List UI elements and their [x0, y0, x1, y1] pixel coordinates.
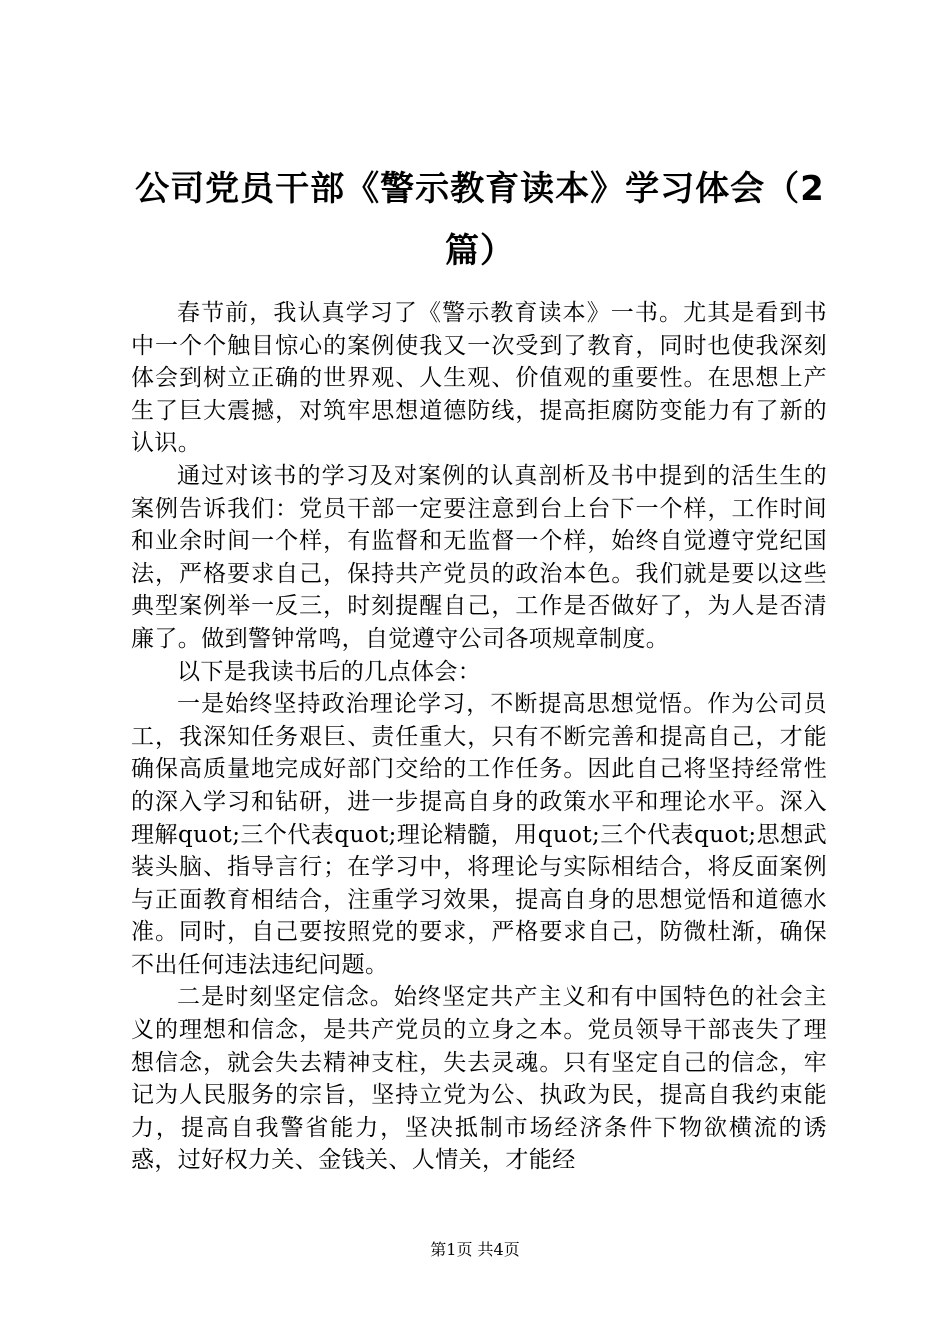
document-title: 公司党员干部《警示教育读本》学习体会（2篇）: [135, 169, 825, 271]
paragraph-5: 二是时刻坚定信念。始终坚定共产主义和有中国特色的社会主义的理想和信念，是共产党员的立身之本。党员领导干部丧失了理想信念，就会失去精神支柱，失去灵魂。只有坚定自己的信念，牢记为人民服务的宗旨，坚持立党为公、执政为民，提高自我约束能力，提高自我警省能力，坚决抵制市场经济条件下物欲横流的诱惑，过好权力关、金钱关、人情关，才能经: [131, 984, 827, 1174]
paragraph-2: 通过对该书的学习及对案例的认真剖析及书中提到的活生生的案例告诉我们：党员干部一定要注意到台上台下一个样，工作时间和业余时间一个样，有监督和无监督一个样，始终自觉遵守党纪国法，严格要求自己，保持共产党员的政治本色。我们就是要以这些典型案例举一反三，时刻提醒自己，工作是否做好了，为人是否清廉了。做到警钟常鸣，自觉遵守公司各项规章制度。: [131, 462, 827, 652]
page-number-footer: 第1页 共4页: [430, 1240, 520, 1259]
document-body: [131, 297, 827, 1177]
paragraph-3: 以下是我读书后的几点体会：: [177, 658, 482, 685]
paragraph-4: 一是始终坚持政治理论学习，不断提高思想觉悟。作为公司员工，我深知任务艰巨、责任重大，只有不断完善和提高自己，才能确保高质量地完成好部门交给的工作任务。因此自己将坚持经常性的深入学习和钻研，进一步提高自身的政策水平和理论水平。深入理解quot;三个代表quot;理论精髓，用quot;三个代表quot;思想武装头脑、指导言行；在学习中，将理论与实际相结合，将反面案例与正面教育相结合，注重学习效果，提高自身的思想觉悟和道德水准。同时，自己要按照党的要求，严格要求自己，防微杜渐，确保不出任何违法违纪问题。: [131, 691, 827, 978]
paragraph-1: 春节前，我认真学习了《警示教育读本》一书。尤其是看到书中一个个触目惊心的案例使我又一次受到了教育，同时也使我深刻体会到树立正确的世界观、人生观、价值观的重要性。在思想上产生了巨大震撼，对筑牢思想道德防线，提高拒腐防变能力有了新的认识。: [131, 300, 827, 457]
